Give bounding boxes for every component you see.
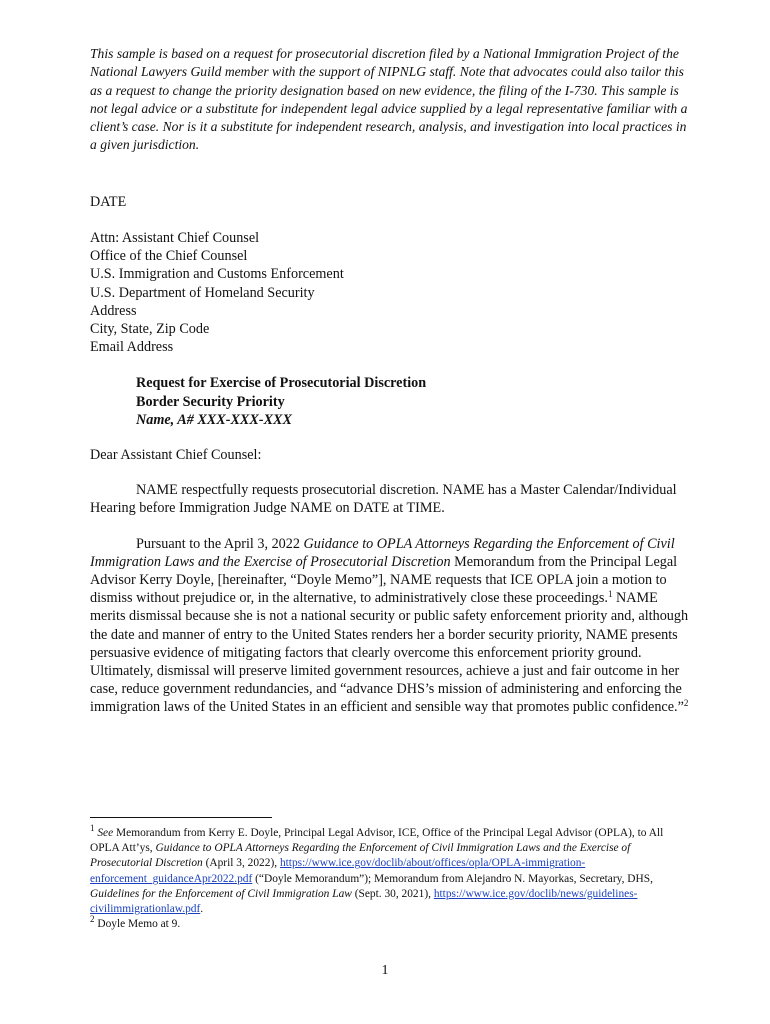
intro-disclaimer: This sample is based on a request for prosecutorial discretion filed by a National Immigration Project of the National Lawyers Guild member with the support of NIPNLG staff. Note that advocates could also tailor this as a request to change the priority designation based on new evidence, the filing of the I-730. This sample is not legal advice or a substitute for independent legal advice supplied by a legal representative familiar with a client’s case. Nor is it a substitute for independent research, analysis, and investigation into local practices in a given jurisdiction. [90,46,688,153]
address-line: U.S. Immigration and Customs Enforcement [90,266,344,283]
salutation: Dear Assistant Chief Counsel: [90,447,262,464]
footnote-1-see: See [97,827,114,839]
footnote-1-link-2[interactable]: https://www.ice.gov/doclib/news/guidelines-civilimmigrationlaw.pdf [90,887,638,916]
subject-line-3: Name, A# XXX-XXX-XXX [136,411,292,428]
paragraph-2-lead: Pursuant to the April 3, 2022 [136,535,304,552]
footnote-1 [90,823,690,917]
subject-block [90,374,690,429]
footnote-divider [90,817,272,818]
address-line: City, State, Zip Code [90,321,210,337]
paragraph-1: NAME respectfully requests prosecutorial discretion. NAME has a Master Calendar/Individual Hearing before Immigration Judge NAME on DATE at TIME. [90,482,677,517]
subject-line-2: Border Security Priority [136,393,285,410]
footnotes [90,823,690,932]
footnote-ref-1[interactable]: 1 [607,589,613,600]
page-number: 1 [381,963,389,978]
footnote-1-link-1[interactable]: https://www.ice.gov/doclib/about/offices/opla/OPLA-immigration-enforcement_guidanceApr2022.pdf [90,857,586,885]
address-line: Office of the Chief Counsel [90,248,248,265]
address-line: Address [90,302,137,319]
footnote-ref-2[interactable]: 2 [683,698,689,709]
paragraph-2-rest: NAME merits dismissal because she is not a national security or public safety enforcement priority and, although the date and manner of entry to the United States renders her a border security priority, NAME presents persuasive evidence of mitigating factors that clearly overcome this enforcement priority ground. Ultimately, dismissal will preserve limited government resources, achieve a just and fair outcome in her case, reduce government redundancies, and “advance DHS’s mission of administering and enforcing the immigration laws of the United States in an efficient and sensible way that promotes public confidence.” [90,590,689,716]
footnote-1-text-d: (Sept. 30, 2021), [351,887,434,900]
document-page [90,45,690,717]
footnote-1-text-a: Memorandum from Kerry E. Doyle, Principal Legal Advisor, ICE, Office of the Principal Legal Advisor (OPLA), to All OPLA Att’ys, [90,827,664,855]
address-line: U.S. Department of Homeland Security [90,284,315,301]
footnote-1-text-c: (“Doyle Memorandum”); Memorandum from Alejandro N. Mayorkas, Secretary, DHS, [252,872,653,885]
footnote-2-number: 2 [90,914,95,925]
paragraph-2 [90,535,690,717]
recipient-address [90,229,690,356]
footnote-1-number: 1 [90,823,95,833]
address-line: Email Address [90,339,174,356]
memo-title: Guidance to OPLA Attorneys Regarding the Enforcement of Civil Immigration Laws and the Exercise of Prosecutorial Discretion [90,535,675,570]
paragraph-2-mid: Memorandum from the Principal Legal Advisor Kerry Doyle, [hereinafter, “Doyle Memo”], NAME requests that ICE OPLA join a motion to dismiss without prejudice or, in the alternative, to administratively close these proceedings. [90,553,678,607]
footnote-1-text-b: (April 3, 2022), [202,857,280,870]
date-line: DATE [90,193,127,210]
footnote-1-title-2: Guidelines for the Enforcement of Civil Immigration Law [90,887,352,900]
footnote-2 [90,914,690,932]
subject-line-1: Request for Exercise of Prosecutorial Discretion [136,375,427,392]
address-line: Attn: Assistant Chief Counsel [90,229,260,246]
footnote-1-text-e: . [200,903,204,916]
footnote-2-text: Doyle Memo at 9. [94,918,181,931]
footnote-1-title-1: Guidance to OPLA Attorneys Regarding the Enforcement of Civil Immigration Laws and the Exercise of Prosecutorial Discretion [90,842,631,870]
